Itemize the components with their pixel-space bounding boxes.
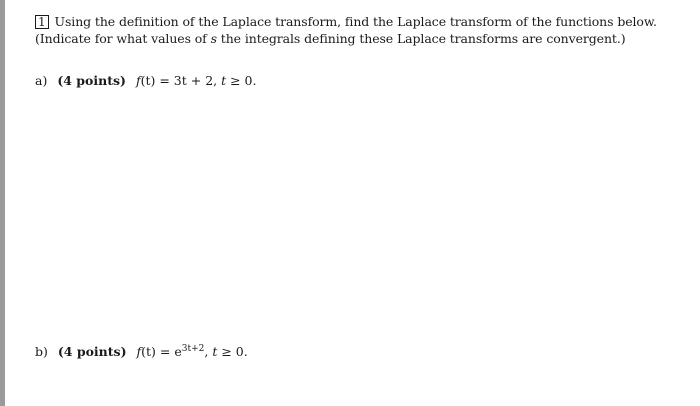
question-line-2-end: the integrals defining these Laplace transforms are convergent.)	[216, 31, 626, 46]
question-number-box: 1	[35, 15, 49, 29]
part-a	[35, 72, 256, 89]
question-line-1: Using the definition of the Laplace transform, find the Laplace transform of the functions below.	[54, 14, 657, 29]
part-b-function-arg: (t)	[141, 344, 156, 359]
part-a-points: (4 points)	[57, 73, 126, 88]
part-a-condition: ≥ 0.	[226, 73, 257, 88]
part-b-condition: ≥ 0.	[217, 344, 248, 359]
part-b-condition-variable: t	[212, 344, 218, 359]
part-a-expression: = 3t + 2,	[155, 73, 222, 88]
question-line-2-start: (Indicate for what values of	[35, 31, 211, 46]
part-a-formula	[136, 73, 257, 88]
part-b-function-name: f	[136, 344, 142, 359]
question-header	[35, 13, 675, 47]
part-b-label: b)	[35, 344, 48, 359]
document-page	[5, 0, 700, 406]
part-b-exponent: 3t+2	[181, 344, 205, 354]
part-b-expression: = e	[155, 344, 182, 359]
part-a-function-arg: (t)	[140, 73, 156, 88]
part-b-formula	[137, 344, 248, 359]
part-a-function-name: f	[135, 73, 141, 88]
part-b	[35, 343, 248, 360]
question-line-2-variable: s	[210, 31, 217, 46]
part-a-condition-variable: t	[221, 73, 227, 88]
part-a-label: a)	[35, 73, 48, 88]
part-b-points: (4 points)	[57, 344, 127, 359]
part-b-separator: ,	[204, 344, 213, 359]
